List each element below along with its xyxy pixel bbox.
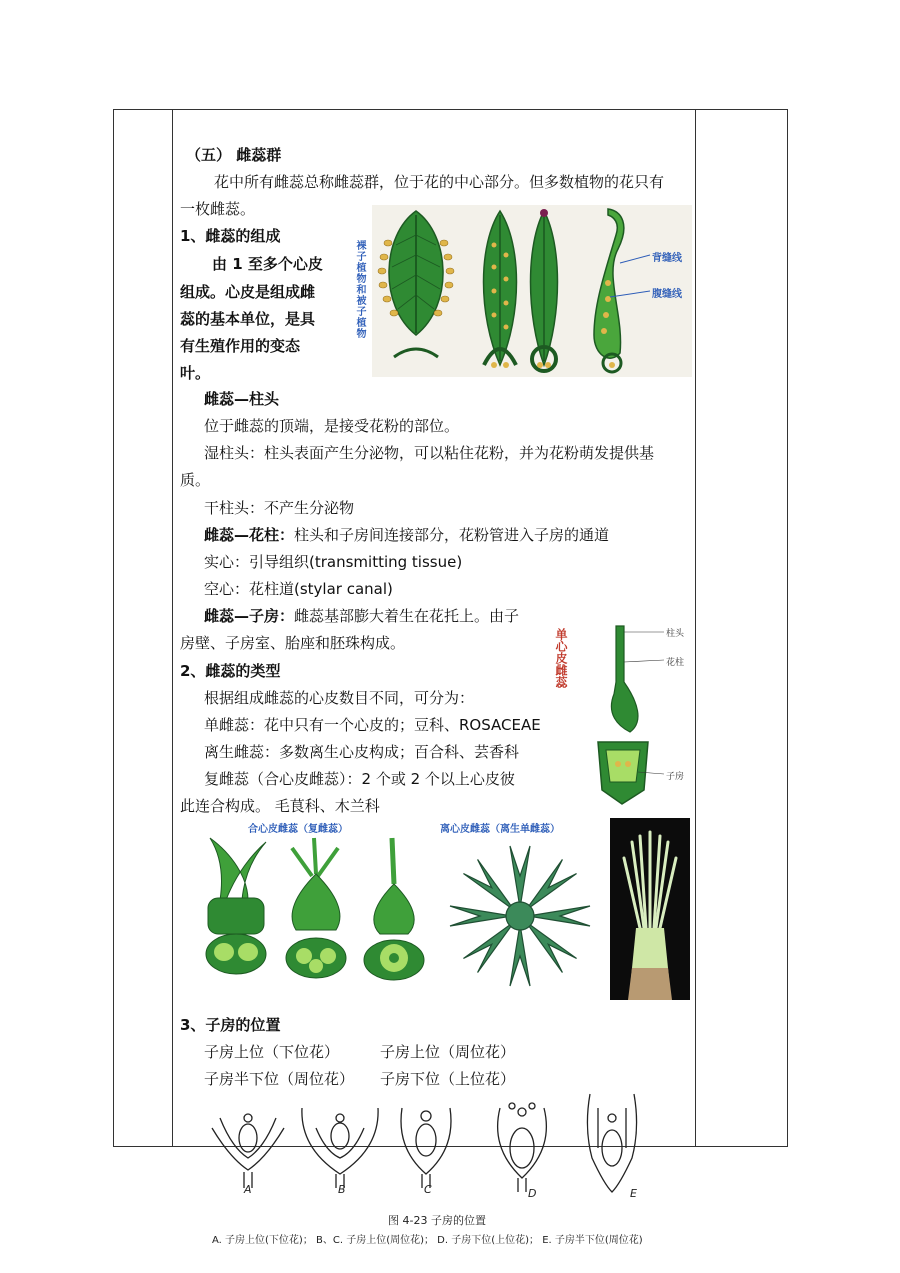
position-row2-b: 子房下位（上位花） [380,1070,516,1088]
style-solid-line: 实心：引导组织(transmitting tissue) [204,553,463,571]
diagram-letter-e: E [630,1187,637,1200]
position-row2-a: 子房半下位（周位花） [204,1070,355,1088]
types-title: 2、雌蕊的类型 [180,662,281,680]
intro-line-1: 花中所有雌蕊总称雌蕊群，位于花的中心部分。但多数植物的花只有 [214,173,665,191]
types-intro: 根据组成雌蕊的心皮数目不同，可分为： [204,689,475,707]
simple-pistil-figure-title: 单心皮雌蕊 [554,628,568,688]
simple-fig-stigma-label: 柱头 [666,629,685,639]
composition-line-4: 有生殖作用的变态 [180,337,301,355]
table-column-divider-right [695,109,696,1147]
diagram-letter-b: B [338,1183,346,1196]
position-row1-a: 子房上位（下位花） [204,1043,340,1061]
carpel-figure [372,205,692,377]
ovary-title: 雌蕊—子房： [204,607,295,625]
carpel-figure-side-label: 裸子植物和被子植物 [354,240,365,339]
composition-title: 1、雌蕊的组成 [180,227,281,245]
compound-line-2: 此连合构成。 毛茛科、木兰科 [180,797,380,815]
simple-pistil-line: 单雌蕊：花中只有一个心皮的；豆科、ROSACEAE [204,716,541,734]
composition-line-1: 由 1 至多个心皮 [212,255,323,273]
stigma-title: 雌蕊—柱头 [204,390,280,408]
dry-stigma-line: 干柱头：不产生分泌物 [204,499,355,517]
intro-line-2: 一枚雌蕊。 [180,200,256,218]
style-title: 雌蕊—花柱： [204,526,295,544]
figure-legend: A. 子房上位(下位花)； B、C. 子房上位(周位花)； D. 子房下位(上位花)； E. 子房半下位(周位花) [212,1235,643,1246]
diagram-letter-d: D [528,1187,537,1200]
dorsal-suture-label: 背缝线 [652,253,682,264]
ventral-suture-label: 腹缝线 [652,289,682,300]
composition-line-2: 组成。心皮是组成雌 [180,283,316,301]
style-line [204,525,609,545]
style-desc: 柱头和子房间连接部分，花粉管进入子房的通道 [294,526,610,544]
apocarpous-figure [440,836,604,996]
wet-stigma-line-1: 湿柱头：柱头表面产生分泌物，可以粘住花粉，并为花粉萌发提供基 [204,444,655,462]
apocarpous-figure-title: 离心皮雌蕊（离生单雌蕊） [440,824,560,835]
diagram-letter-c: C [424,1183,432,1196]
wet-stigma-line-2: 质。 [180,471,211,489]
syncarpous-figure [196,834,434,984]
pistil-photo [610,818,690,1000]
ovary-line-1 [204,606,519,626]
table-column-divider-left [172,109,173,1147]
figure-caption: 图 4-23 子房的位置 [388,1214,486,1227]
stigma-line-1: 位于雌蕊的顶端，是接受花粉的部位。 [204,417,460,435]
ovary-position-diagrams [200,1088,680,1200]
simple-fig-style-label: 花柱 [666,658,685,668]
position-title: 3、子房的位置 [180,1016,281,1034]
syncarpous-figure-title: 合心皮雌蕊（复雌蕊） [248,824,348,835]
apocarpous-line: 离生雌蕊：多数离生心皮构成；百合科、芸香科 [204,743,520,761]
ovary-desc-1: 雌蕊基部膨大着生在花托上。由子 [294,607,520,625]
style-hollow-line: 空心：花柱道(stylar canal) [204,580,393,598]
diagram-letter-a: A [244,1183,252,1196]
composition-line-5: 叶。 [180,364,211,382]
position-row1-b: 子房上位（周位花） [380,1043,516,1061]
composition-line-3: 蕊的基本单位，是具 [180,310,316,328]
simple-fig-ovary-label: 子房 [666,772,685,782]
section-heading: （五） 雌蕊群 [186,146,282,164]
ovary-line-2: 房壁、子房室、胎座和胚珠构成。 [180,634,406,652]
compound-line-1: 复雌蕊（合心皮雌蕊）：2 个或 2 个以上心皮彼 [204,770,515,788]
